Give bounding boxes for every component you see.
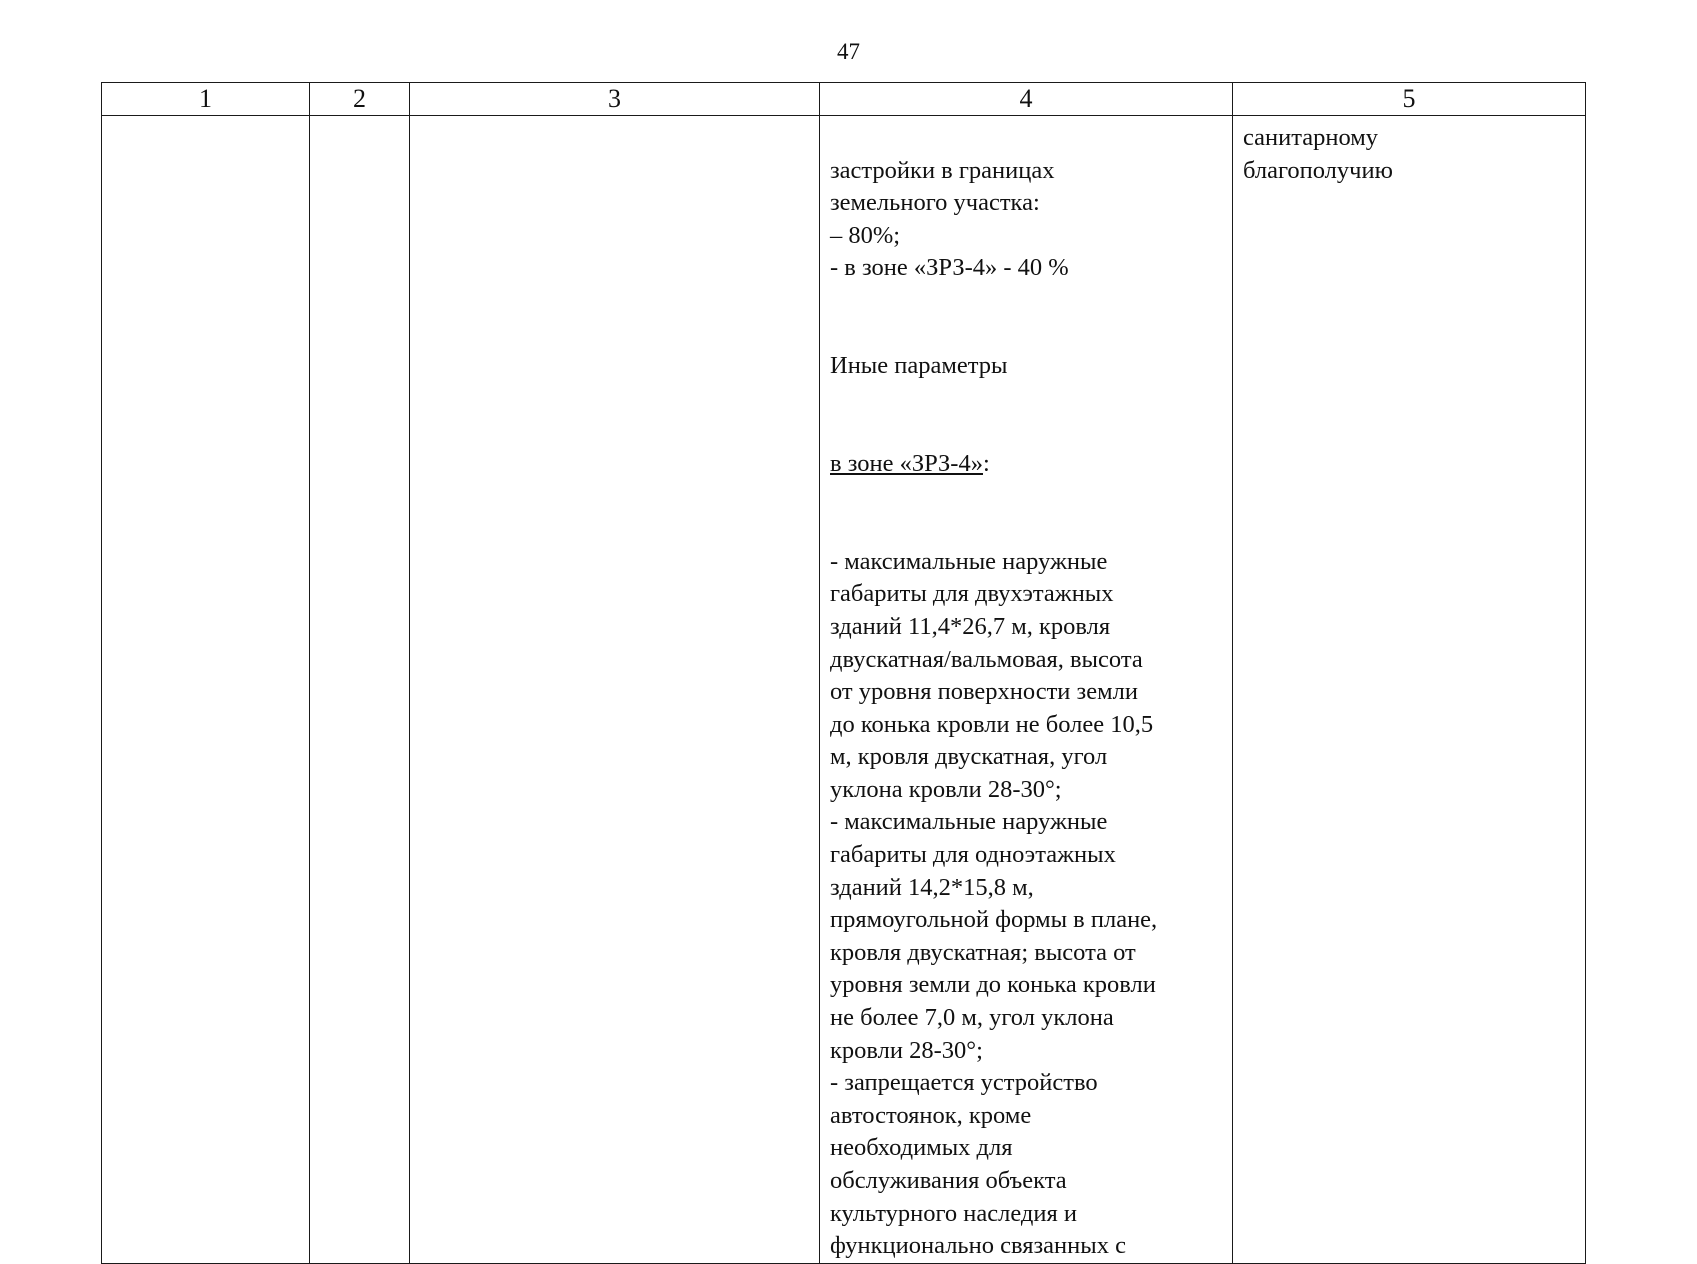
column-header-4: 4 (820, 83, 1233, 116)
other-parameters-heading: Иные параметры (830, 352, 1008, 380)
page-number: 47 (837, 39, 860, 64)
building-density-text: застройки в границах земельного участка: – 80%; - в зоне «ЗРЗ-4» - 40 % (830, 156, 1069, 282)
cell-col-3 (410, 116, 820, 1264)
cell-col-4-parameters (820, 116, 1233, 1264)
table-row (102, 116, 1586, 1264)
cell-col-1 (102, 116, 310, 1264)
column-header-1: 1 (102, 83, 310, 116)
zone-label-colon: : (982, 449, 990, 477)
table-header-row (102, 83, 1586, 116)
parameters-list-text: - максимальные наружные габариты для двухэтажных зданий 11,4*26,7 м, кровля двускатная/вальмовая, высота от уровня поверхности земли до конька кровли не более 10,5 м, кровля двускатная, угол уклона кровли 28-30°; - максимальные наружные габариты для одноэтажных зданий 14,2*15,8 м, прямоугольной формы в плане, кровля двускатная; высота от уровня земли до конька кровли не более 7,0 м, угол уклона кровли 28-30°; - запрещается устройство автостоянок, кроме необходимых для обслуживания объекта культурного наследия и функционально связанных с (830, 547, 1158, 1260)
column-header-5: 5 (1233, 83, 1586, 116)
cell-col-2 (310, 116, 410, 1264)
regulations-table (101, 82, 1586, 1264)
column-header-3: 3 (410, 83, 820, 116)
column-header-2: 2 (310, 83, 410, 116)
zone-label: в зоне «ЗРЗ-4» (830, 449, 983, 477)
cell-col-5: санитарному благополучию (1233, 116, 1586, 1264)
